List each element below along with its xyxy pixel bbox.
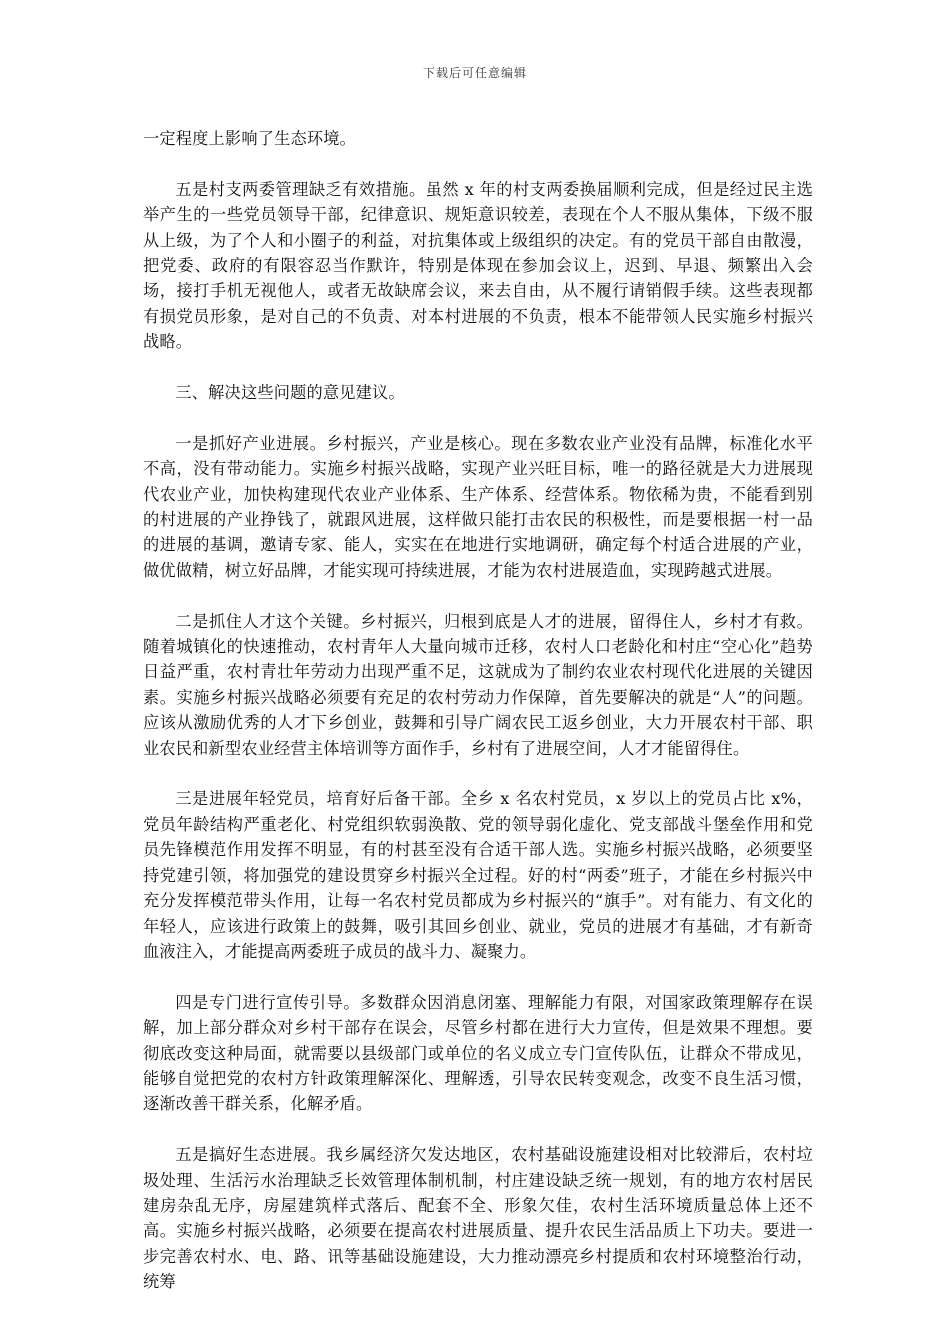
paragraph-village-committee: 五是村支两委管理缺乏有效措施。虽然 x 年的村支两委换届顺利完成，但是经过民主选举产生的一些党员领导干部，纪律意识、规矩意识较差，表现在个人不服从集体，下级不服从上级，为了个人和小圈子的利益，对抗集体或上级组织的决定。有的党员干部自由散漫，把党委、政府的有限容忍当作默许，特别是体现在参加会议上，迟到、早退、频繁出入会场，接打手机无视他人，或者无故缺席会议，来去自由，从不履行请销假手续。这些表现都有损党员形象，是对自己的不负责、对本村进展的不负责，根本不能带领人民实施乡村振兴战略。 — [143, 179, 813, 352]
paragraph-talent: 二是抓住人才这个关键。乡村振兴，归根到底是人才的进展，留得住人，乡村才有救。随着城镇化的快速推动，农村青年人大量向城市迁移，农村人口老龄化和村庄“空心化”趋势日益严重，农村青壮年劳动力出现严重不足，这就成为了制约农业农村现代化进展的关键因素。实施乡村振兴战略必须要有充足的农村劳动力作保障，首先要解决的就是“人”的问题。应该从激励优秀的人才下乡创业，鼓舞和引导广阔农民工返乡创业，大力开展农村干部、职业农民和新型农业经营主体培训等方面作手，乡村有了进展空间，人才才能留得住。 — [143, 611, 813, 758]
section-heading-suggestions: 三、解决这些问题的意见建议。 — [175, 383, 405, 403]
paragraph-ecology: 五是搞好生态进展。我乡属经济欠发达地区，农村基础设施建设相对比较滞后，农村垃圾处理、生活污水治理缺乏长效管理体制机制，村庄建设缺乏统一规划，有的地方农村居民建房杂乱无序，房屋建筑样式落后、配套不全、形象欠佳，农村生活环境质量总体上还不高。实施乡村振兴战略，必须要在提高农村进展质量、提升农民生活品质上下功夫。要进一步完善农村水、电、路、讯等基础设施建设，大力推动漂亮乡村提质和农村环境整治行动，统筹 — [143, 1145, 813, 1292]
paragraph-continuation: 一定程度上影响了生态环境。 — [143, 129, 357, 148]
page-header: 下载后可任意编辑 — [422, 66, 527, 80]
paragraph-industry: 一是抓好产业进展。乡村振兴，产业是核心。现在多数农业产业没有品牌，标准化水平不高，没有带动能力。实施乡村振兴战略，实现产业兴旺目标，唯一的路径就是大力进展现代农业产业，加快构建现代农业产业体系、生产体系、经营体系。物依稀为贵，不能看到别的村进展的产业挣钱了，就跟风进展，这样做只能打击农民的积极性，而是要根据一村一品的进展的基调，邀请专家、能人，实实在在地进行实地调研，确定每个村适合进展的产业，做优做精，树立好品牌，才能实现可持续进展，才能为农村进展造血，实现跨越式进展。 — [143, 433, 813, 580]
paragraph-publicity: 四是专门进行宣传引导。多数群众因消息闭塞、理解能力有限，对国家政策理解存在误解，加上部分群众对乡村干部存在误会，尽管乡村都在进行大力宣传，但是效果不理想。要彻底改变这种局面，就需要以县级部门或单位的名义成立专门宣传队伍，让群众不带成见，能够自觉把党的农村方针政策理解深化、理解透，引导农民转变观念，改变不良生活习惯，逐渐改善干群关系，化解矛盾。 — [143, 992, 813, 1114]
paragraph-young-members: 三是进展年轻党员，培育好后备干部。全乡 x 名农村党员，x 岁以上的党员占比 x%，党员年龄结构严重老化、村党组织软弱涣散、党的领导弱化虚化、党支部战斗堡垒作用和党员先锋模范作用发挥不明显，有的村甚至没有合适干部人选。实施乡村振兴战略，必须要坚持党建引领，将加强党的建设贯穿乡村振兴全过程。好的村“两委”班子，才能在乡村振兴中充分发挥模范带头作用，让每一名农村党员都成为乡村振兴的“旗手”。对有能力、有文化的年轻人，应该进行政策上的鼓舞，吸引其回乡创业、就业，党员的进展才有基础，才有新奇血液注入，才能提高两委班子成员的战斗力、凝聚力。 — [143, 789, 813, 961]
document-body — [143, 126, 813, 1320]
